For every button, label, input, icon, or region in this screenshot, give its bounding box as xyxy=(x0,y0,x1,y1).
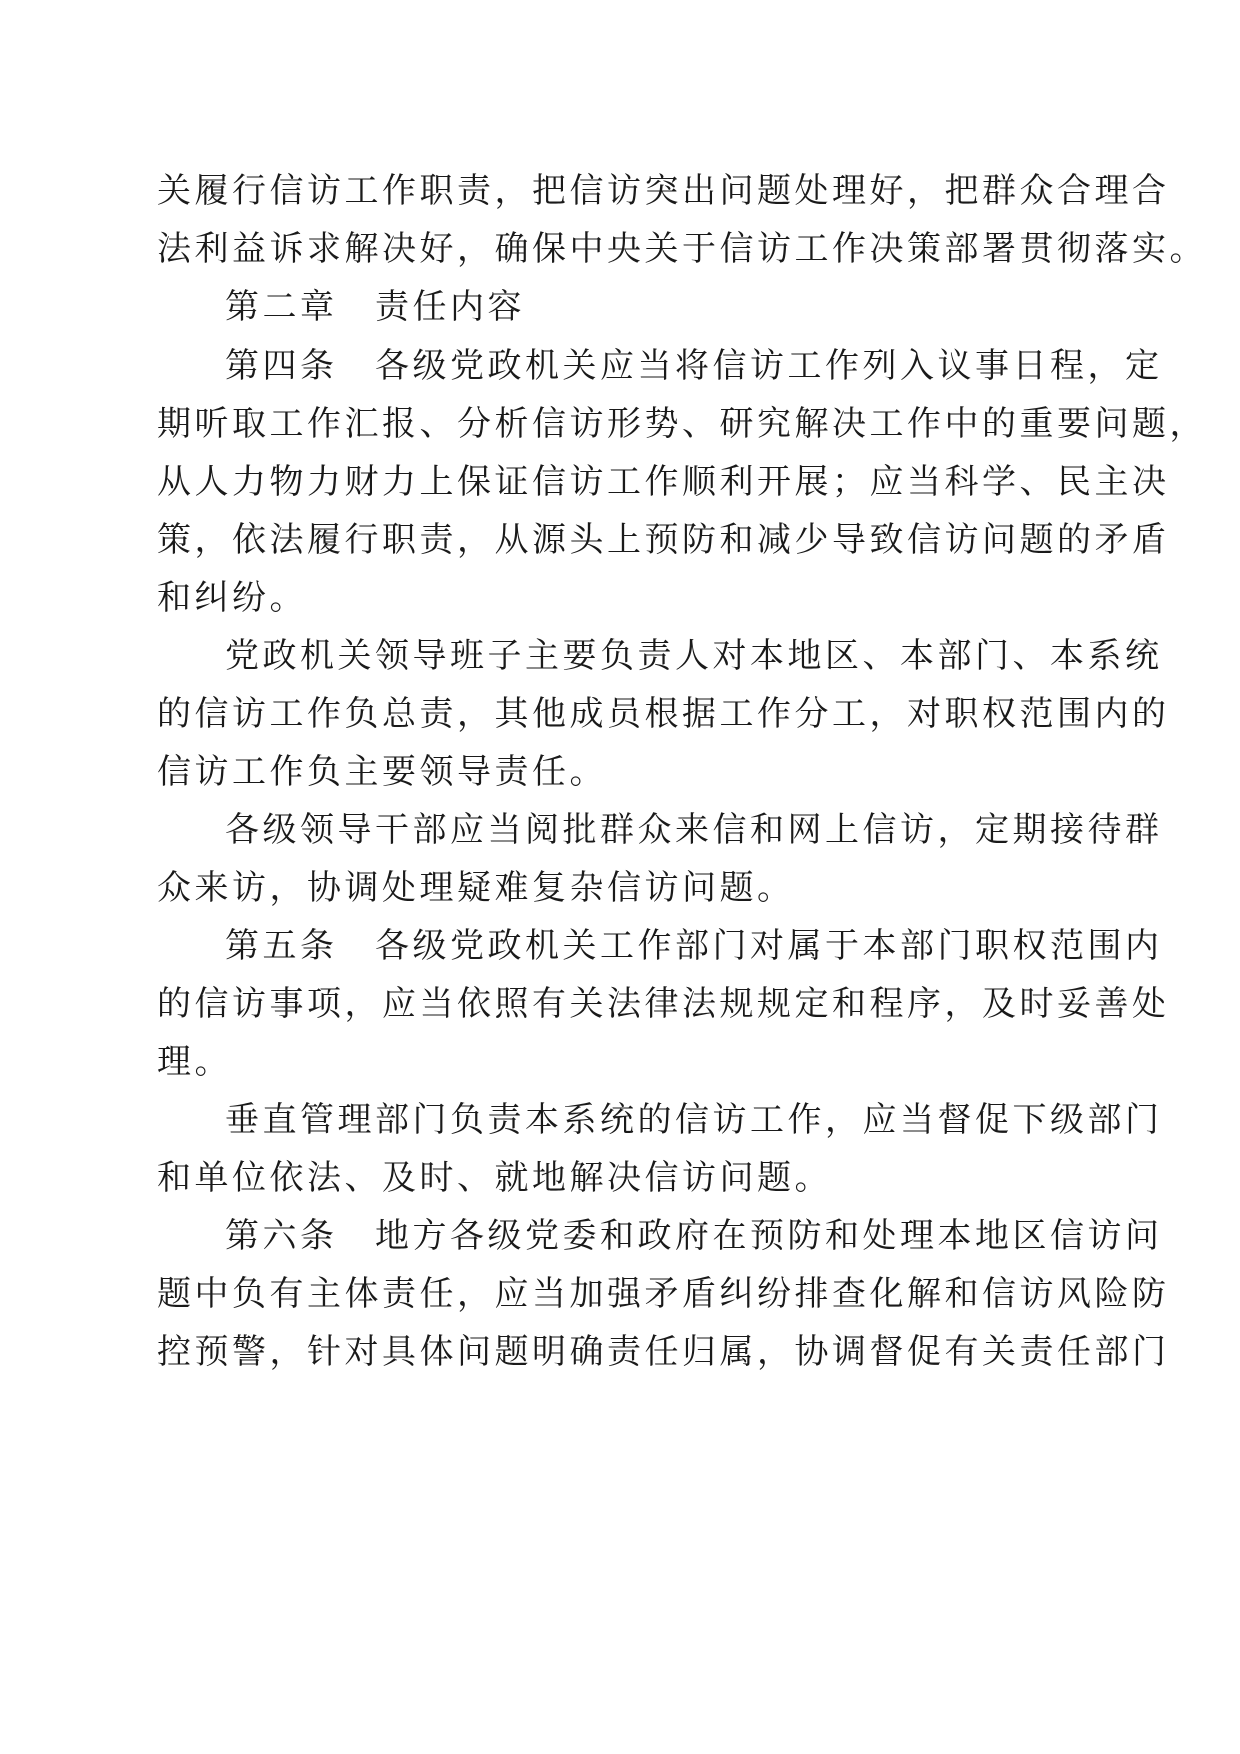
text-line: 和单位依法、及时、就地解决信访问题。 xyxy=(157,1158,832,1198)
article-5-first-line: 第五条 各级党政机关工作部门对属于本部门职权范围内 xyxy=(225,926,1163,966)
text-line: 期听取工作汇报、分析信访形势、研究解决工作中的重要问题， xyxy=(157,404,1207,444)
paragraph-first-line: 垂直管理部门负责本系统的信访工作，应当督促下级部门 xyxy=(225,1100,1163,1140)
text-line: 理。 xyxy=(157,1042,232,1082)
paragraph-first-line: 各级领导干部应当阅批群众来信和网上信访，定期接待群 xyxy=(225,810,1163,850)
text-line: 信访工作负主要领导责任。 xyxy=(157,752,607,792)
text-line: 策，依法履行职责，从源头上预防和减少导致信访问题的矛盾 xyxy=(157,520,1170,560)
text-line: 关履行信访工作职责，把信访突出问题处理好，把群众合理合 xyxy=(157,171,1170,211)
article-4-first-line: 第四条 各级党政机关应当将信访工作列入议事日程，定 xyxy=(225,346,1163,386)
text-line: 法利益诉求解决好，确保中央关于信访工作决策部署贯彻落实。 xyxy=(157,229,1207,269)
text-line: 众来访，协调处理疑难复杂信访问题。 xyxy=(157,868,795,908)
text-line: 的信访工作负总责，其他成员根据工作分工，对职权范围内的 xyxy=(157,694,1170,734)
text-line: 控预警，针对具体问题明确责任归属，协调督促有关责任部门 xyxy=(157,1332,1170,1372)
text-line: 题中负有主体责任，应当加强矛盾纠纷排查化解和信访风险防 xyxy=(157,1274,1170,1314)
article-6-first-line: 第六条 地方各级党委和政府在预防和处理本地区信访问 xyxy=(225,1216,1163,1256)
text-line: 和纠纷。 xyxy=(157,578,307,618)
text-line: 从人力物力财力上保证信访工作顺利开展；应当科学、民主决 xyxy=(157,462,1170,502)
paragraph-first-line: 党政机关领导班子主要负责人对本地区、本部门、本系统 xyxy=(225,636,1163,676)
text-line: 的信访事项，应当依照有关法律法规规定和程序，及时妥善处 xyxy=(157,984,1170,1024)
chapter-heading: 第二章 责任内容 xyxy=(225,287,525,327)
